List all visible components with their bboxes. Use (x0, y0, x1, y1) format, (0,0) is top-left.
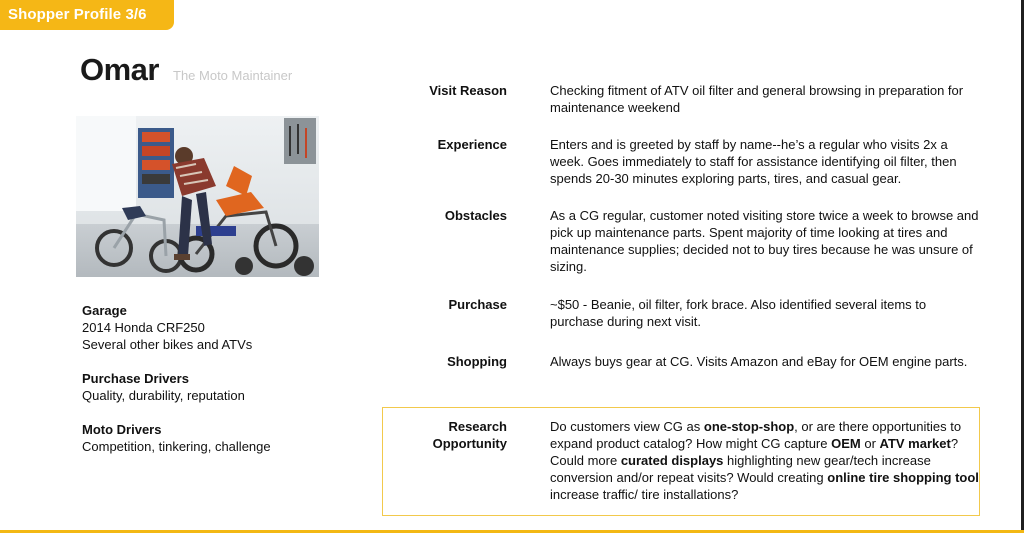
experience-text: Enters and is greeted by staff by name--he’s a regular who visits 2x a week. Goes immediately to staff for assistance identifying oil filter, then spends 20-30 minutes exploring parts, tires, and casual gear. (550, 137, 957, 186)
moto-drivers-heading: Moto Drivers (82, 422, 162, 437)
garage-heading: Garage (82, 303, 127, 318)
research-text (550, 418, 980, 503)
research-label-line: Research (448, 419, 507, 434)
garage-line: 2014 Honda CRF250 (82, 320, 205, 335)
visit-reason-text: Checking fitment of ATV oil filter and general browsing in preparation for maintenance weekend (550, 83, 964, 115)
research-text-bold: OEM (831, 436, 861, 451)
research-text-segment: Do customers view CG as (550, 419, 704, 434)
shopper-photo (76, 116, 319, 277)
research-text-segment: ? Could more (550, 436, 959, 468)
research-text-segment: , or are there opportunities to expand product catalog? How might CG capture (550, 419, 962, 451)
research-text-bold: one-stop-shop (703, 419, 795, 434)
research-label-line: Opportunity (432, 436, 507, 451)
research-text-segment: increase traffic/ tire installations? (550, 487, 739, 502)
shopper-subtitle: The Moto Maintainer (173, 68, 293, 83)
purchase-label: Purchase (448, 297, 507, 312)
obstacles-text: As a CG regular, customer noted visiting store twice a week to browse and pick up maintenance parts. Spent majority of time looking at tires and maintenance supplies; decided not to buy tires because he was unsure of sizing. (550, 208, 979, 274)
garage-line: Several other bikes and ATVs (82, 337, 253, 352)
shopping-label: Shopping (447, 354, 507, 369)
purchase-text: ~$50 - Beanie, oil filter, fork brace. Also identified several items to purchase during next visit. (550, 297, 927, 329)
research-text-bold: curated displays (620, 453, 724, 468)
obstacles-label: Obstacles (444, 208, 507, 223)
experience-label: Experience (437, 137, 507, 152)
purchase-drivers-line: Quality, durability, reputation (82, 388, 245, 403)
shopping-text: Always buys gear at CG. Visits Amazon and eBay for OEM engine parts. (550, 354, 968, 369)
research-text-segment: or (860, 436, 880, 451)
research-text-segment: highlighting new gear/tech increase conversion and/or repeat visits? Would creating (550, 453, 931, 485)
visit-reason-label: Visit Reason (429, 83, 507, 98)
left-info (82, 302, 362, 472)
garage-section (82, 302, 362, 353)
shopper-name: Omar (80, 52, 159, 87)
profile-tag: Shopper Profile 3/6 (0, 0, 174, 30)
purchase-drivers-heading: Purchase Drivers (82, 371, 189, 386)
person-working-on-dirt-bike-photo (76, 116, 319, 277)
research-label (400, 418, 507, 452)
moto-drivers-section (82, 421, 362, 455)
research-text-bold: online tire shopping tool (827, 470, 979, 485)
research-text-bold: ATV market (879, 436, 951, 451)
purchase-drivers-section (82, 370, 362, 404)
moto-drivers-line: Competition, tinkering, challenge (82, 439, 271, 454)
